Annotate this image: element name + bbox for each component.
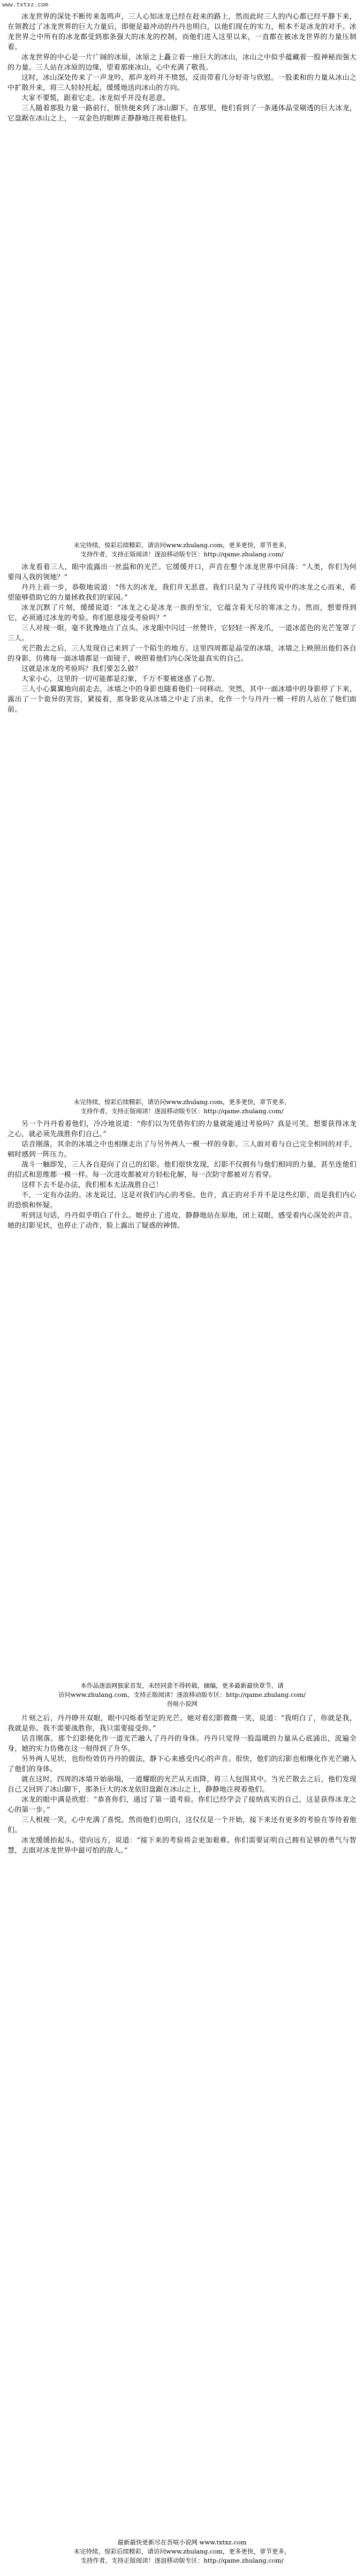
- paragraph: 就在这时，四周的冰墙开始崩塌，一道耀眼的光芒从天而降，将三人包围其中。当光芒散去之后，他们发现自己又回到了冰山脚下，那条巨大的冰龙依旧盘踞在冰山之上，静静地注视着他们。: [7, 1776, 357, 1794]
- watermark-block-2: [7, 1098, 357, 1116]
- watermark-block-3: [7, 1681, 357, 1709]
- watermark-line: 未完待续，惊彩后续精彩，请访问www.zhulang.com，更多更快，章节更多，: [73, 2548, 291, 2555]
- watermark-line: 访问www.zhulang.com，支持正版阅读！逐浪移动版专区：http://qame.zhulang.com/: [58, 1691, 306, 1698]
- text-section-1: [7, 12, 357, 124]
- watermark-block-4: [7, 2538, 357, 2565]
- paragraph: 三人随着那股力量一路前行，很快便来到了冰山脚下。在那里，他们看到了一条通体晶莹剔透的巨大冰龙，它盘踞在冰山之上，一双金色的眼眸正静静地注视着他们。: [7, 104, 357, 123]
- paragraph: 冰龙缓缓抬起头，望向远方，说道：“接下来的考验将会更加艰难。你们需要证明自己拥有足够的勇气与智慧，去面对冰龙世界中最可怕的敌人。”: [7, 1837, 357, 1855]
- watermark-line: 支持作者，支持正版阅读！逐浪移动版专区：http://qame.zhulang.com/: [80, 2557, 284, 2564]
- paragraph: 三人小心翼翼地向前走去，冰墙之中的身影也随着他们一同移动。突然，其中一面冰墙中的身影停了下来，露出了一个诡异的笑容，紧接着，那身影竟从冰墙之中走了出来，化作一个与丹丹一模一样的人站在了他们面前。: [7, 685, 357, 714]
- paragraph: 冰龙沉默了片刻，缓缓说道：“冰龙之心是冰龙一族的至宝，它蕴含着无尽的寒冰之力。然而，想要得到它，必须通过冰龙的考验。你们愿意接受考验吗？”: [7, 604, 357, 622]
- watermark-line: 本作品逐浪网独家首发，未经同意不得转载，摘编，更多最新最快章节，请: [80, 1682, 284, 1689]
- text-section-3: [7, 1119, 357, 1231]
- paragraph: 冰龙世界的中心是一片广阔的冰原，冰原之上矗立着一座巨大的冰山，冰山之中似乎蕴藏着一股神秘而强大的力量。三人站在冰原的边缘，望着那座冰山，心中充满了敬畏。: [7, 54, 357, 72]
- paragraph: 大家不要慌，跟着它走。冰龙似乎并没有恶意。: [21, 94, 170, 102]
- watermark-line: 支持作者，支持正版阅读！逐浪移动版专区：http://qame.zhulang.com/: [80, 1107, 284, 1115]
- paragraph: 这样下去不是办法，我们根本无法战胜自己！: [21, 1181, 163, 1189]
- paragraph: 战斗一触即发，三人各自迎向了自己的幻影。他们很快发现，幻影不仅拥有与他们相同的力量，甚至连他们的招式和思维都一模一样。每一次进攻都被对方轻松化解，每一次防守都被对方看穿。: [7, 1161, 357, 1179]
- watermark-block-1: [7, 541, 357, 559]
- text-section-2: [7, 562, 357, 715]
- paragraph: 话音刚落，那个幻影便化作一道光芒融入了丹丹的身体。丹丹只觉得一股温暖的力量从心底涌出，流遍全身，她的实力仿佛在这一刻得到了升华。: [7, 1735, 357, 1753]
- paragraph: 丹丹上前一步，恭敬地说道：“伟大的冰龙，我们并无恶意。我们只是为了寻找传说中的冰龙之心而来，希望能够借助它的力量拯救我们的家园。”: [7, 584, 357, 602]
- watermark-line: 吾喧小说网: [166, 1700, 198, 1708]
- watermark-line: 支持作者，支持正版阅读！逐浪移动版专区：http://qame.zhulang.com/: [80, 550, 284, 558]
- site-header: www.txtxz.com: [2, 1, 49, 8]
- paragraph: 大家小心，这里的一切可能都是幻象，千万不要被迷惑了心智。: [21, 675, 219, 683]
- paragraph: 片刻之后，丹丹睁开双眼，眼中闪烁着坚定的光芒。她对着幻影微微一笑，说道：“我明白了，你就是我，我就是你。我不需要战胜你，我只需要接受你。”: [7, 1714, 357, 1733]
- text-section-4: [7, 1713, 357, 1856]
- paragraph: 三人对视一眼，毫不犹豫地点了点头。冰龙眼中闪过一丝赞许，它轻轻一挥龙爪，一道冰蓝色的光芒笼罩了三人。: [7, 624, 357, 643]
- paragraph: 这时，冰山深处传来了一声龙吟，那声龙吟并不愤怒，反而带着几分好奇与欣慰。一股柔和的力量从冰山之中扩散开来，将三人轻轻托起，缓缓地送向冰山的方向。: [7, 74, 357, 92]
- paragraph: 光芒散去之后，三人发现自己来到了一个陌生的地方。这里四周都是晶莹的冰墙，冰墙之上映照出他们各自的身影，仿佛每一面冰墙都是一面镜子，映照着他们内心深处最真实的自己。: [7, 645, 357, 663]
- watermark-line: 未完待续，惊彩后续精彩，请访问www.zhulang.com，更多更快，章节更多，: [73, 541, 291, 549]
- watermark-line: 未完待续，惊彩后续精彩，请访问www.zhulang.com，更多更快，章节更多，: [73, 1098, 291, 1106]
- paragraph: 冰龙看着三人，眼中流露出一丝温和的光芒。它缓缓开口，声音在整个冰龙世界中回荡：“人类，你们为何要闯入我的领地？”: [7, 563, 357, 581]
- paragraph: 冰龙世界的深处不断传来轰鸣声，三人心知冰龙已经在赶来的路上，然而此时三人的内心都已经平静下来，在领教过了冰龙世界的巨大力量后，即便是最冲动的丹丹也明白，以他们现在的实力，根本不是冰龙的对手。冰龙世界之中所有的冰龙都受到那条强大的冰龙的控制，而他们进入这里以来，一直都在被冰龙世界的力量压制着。: [7, 13, 357, 51]
- paragraph: 另外两人见状，也纷纷效仿丹丹的做法，静下心来感受内心的声音。很快，他们的幻影也相继化作光芒融入了他们的身体。: [7, 1755, 357, 1773]
- paragraph: 三人相视一笑，心中充满了喜悦。然而他们也明白，这仅仅是一个开始，接下来还有更多的考验在等待着他们。: [7, 1816, 357, 1834]
- watermark-line: 最新最快更新尽在吾喧小说网 www.txtxz.com: [117, 2539, 247, 2546]
- paragraph: 这就是冰龙的考验吗？我们要怎么做？: [21, 665, 142, 673]
- paragraph: 不，一定有办法的。冰龙说过，这是对我们内心的考验。也许，真正的对手并不是这些幻影，而是我们内心的恐惧和怀疑。: [7, 1191, 357, 1210]
- paragraph: 听到这句话，丹丹似乎明白了什么。她停止了进攻，静静地站在原地，闭上双眼，感受着内心深处的声音。她的幻影见状，也停止了动作，脸上露出了疑惑的神情。: [7, 1212, 357, 1230]
- paragraph: 冰龙的眼中满是欣慰：“恭喜你们，通过了第一道考验。你们已经学会了接纳真实的自己，这是获得冰龙之心的第一步。”: [7, 1796, 357, 1814]
- paragraph: 另一个丹丹看着他们，冷冷地说道：“你们以为凭借你们的力量就能通过考验吗？真是可笑。想要获得冰龙之心，就必须先战胜你们自己。”: [7, 1120, 357, 1138]
- paragraph: 话音刚落，其余的冰墙之中也相继走出了与另外两人一模一样的身影。三人面对着与自己完全相同的对手，顿时感到一阵压力。: [7, 1140, 357, 1159]
